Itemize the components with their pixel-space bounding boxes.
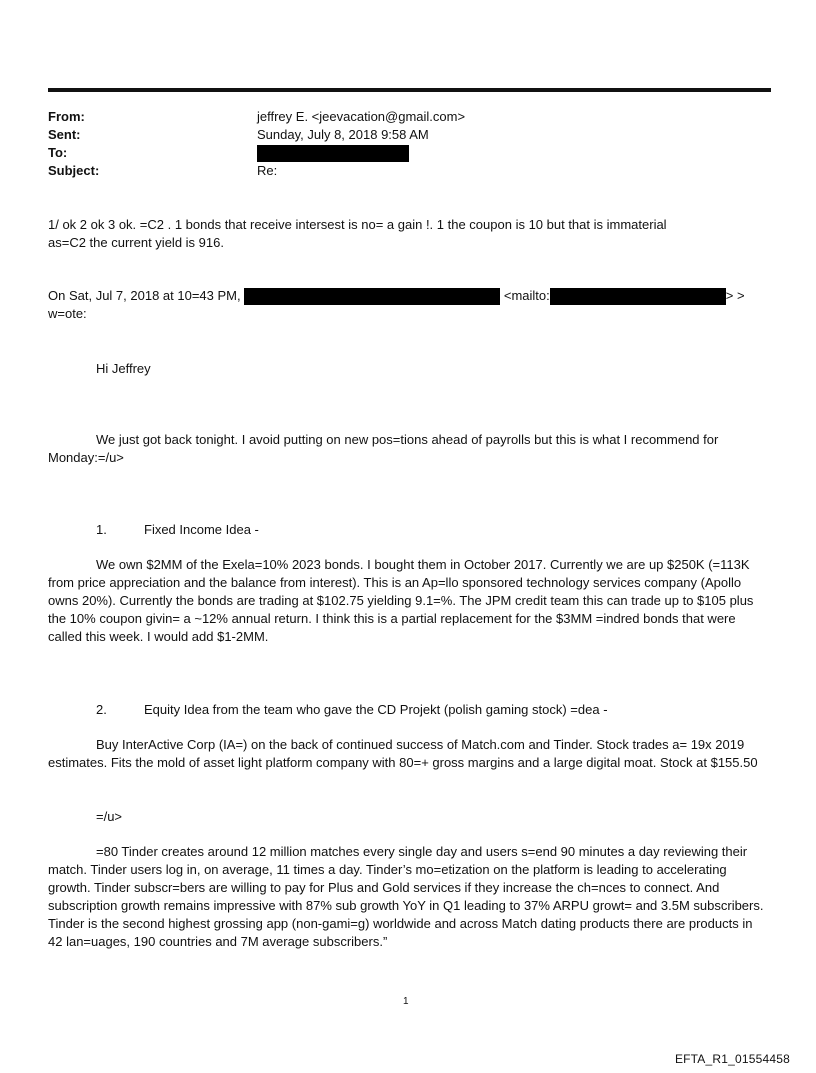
greeting: Hi Jeffrey (96, 361, 151, 376)
bates-number: EFTA_R1_01554458 (674, 1052, 790, 1066)
item-1-body: We own $2MM of the Exela=10% 2023 bonds. I bought them in October 2017. Currently we are up $250K (=113K from price appreciation and the balance from interest). This is an Ap=llo sponsored technology services company (Apollo owns 20%). Currently the bonds are trading at $102.75 yielding 9.1=%. The JPM credit team this can trade up to $105 plus the 10% coupon givin= a ~12% annual return. I think this is a partial replacement for the $3MM =indred bonds that were called this week. I would add $1-2MM. (48, 557, 754, 644)
item-2-marker: =/u> (96, 809, 123, 824)
quote-mailto: <mailto: (503, 288, 550, 303)
reply-line-1: 1/ ok 2 ok 3 ok. =C2 . 1 bonds that receive intersest is no= a gain !. 1 the coupon is 10 but that is immaterial (48, 217, 667, 232)
sent-label: Sent: (48, 127, 81, 142)
to-label: To: (48, 145, 68, 160)
sent-row (48, 126, 465, 144)
reply-text (48, 216, 770, 252)
item-2-number: 2. (96, 702, 107, 717)
sender-redaction (244, 288, 500, 305)
quote-wrote: w=ote: (48, 306, 87, 322)
subject-value: Re: (257, 163, 278, 178)
item-2-body: Buy InterActive Corp (IA=) on the back of continued success of Match.com and Tinder. Stock trades a= 19x 2019 estimates. Fits the mold of asset light platform company with 80=+ gross margins and a large digital moat. Stock at $155.50 (48, 737, 758, 770)
subject-label: Subject: (48, 163, 100, 178)
quote-header (48, 287, 770, 323)
sent-value: Sunday, July 8, 2018 9:58 AM (257, 127, 429, 142)
to-row (48, 144, 465, 162)
header-rule (48, 88, 771, 92)
item-1-title: Fixed Income Idea - (144, 522, 259, 537)
page-number: 1 (403, 996, 409, 1007)
from-value: jeffrey E. <jeevacation@gmail.com> (257, 109, 466, 124)
item-2-heading (96, 701, 608, 719)
quote-date: On Sat, Jul 7, 2018 at 10=43 PM, (48, 288, 241, 303)
mailto-redaction (550, 288, 726, 305)
intro-paragraph: We just got back tonight. I avoid putting on new pos=tions ahead of payrolls but this is what I recommend for Monday:=/u> (48, 432, 719, 465)
item-1-heading (96, 521, 259, 539)
quote-suffix: > > (725, 288, 745, 303)
item-2-quote: =80 Tinder creates around 12 million matches every single day and users s=end 90 minutes a day reviewing their match. Tinder users log in, on average, 11 times a day. Tinder’s mo=etization on the platform is leading to accelerating growth. Tinder subscr=bers are willing to pay for Plus and Gold services if they increase the ch=nces to connect. And subscription growth remains impressive with 87% sub growth YoY in Q1 leading to 37% ARPU growt= and 3.5M subscribers. Tinder is the second highest grossing app (non-gami=g) worldwide and across Match dating products there are products in 42 lan=uages, 190 countries and 7M average subscribers.” (48, 844, 764, 949)
subject-row (48, 162, 465, 180)
item-1-number: 1. (96, 522, 107, 537)
to-redaction (257, 145, 409, 162)
reply-line-2: as=C2 the current yield is 916. (48, 235, 224, 250)
item-2-title: Equity Idea from the team who gave the CD Projekt (polish gaming stock) =dea - (144, 702, 608, 717)
email-header (48, 108, 465, 180)
from-label: From: (48, 109, 85, 124)
from-row (48, 108, 465, 126)
